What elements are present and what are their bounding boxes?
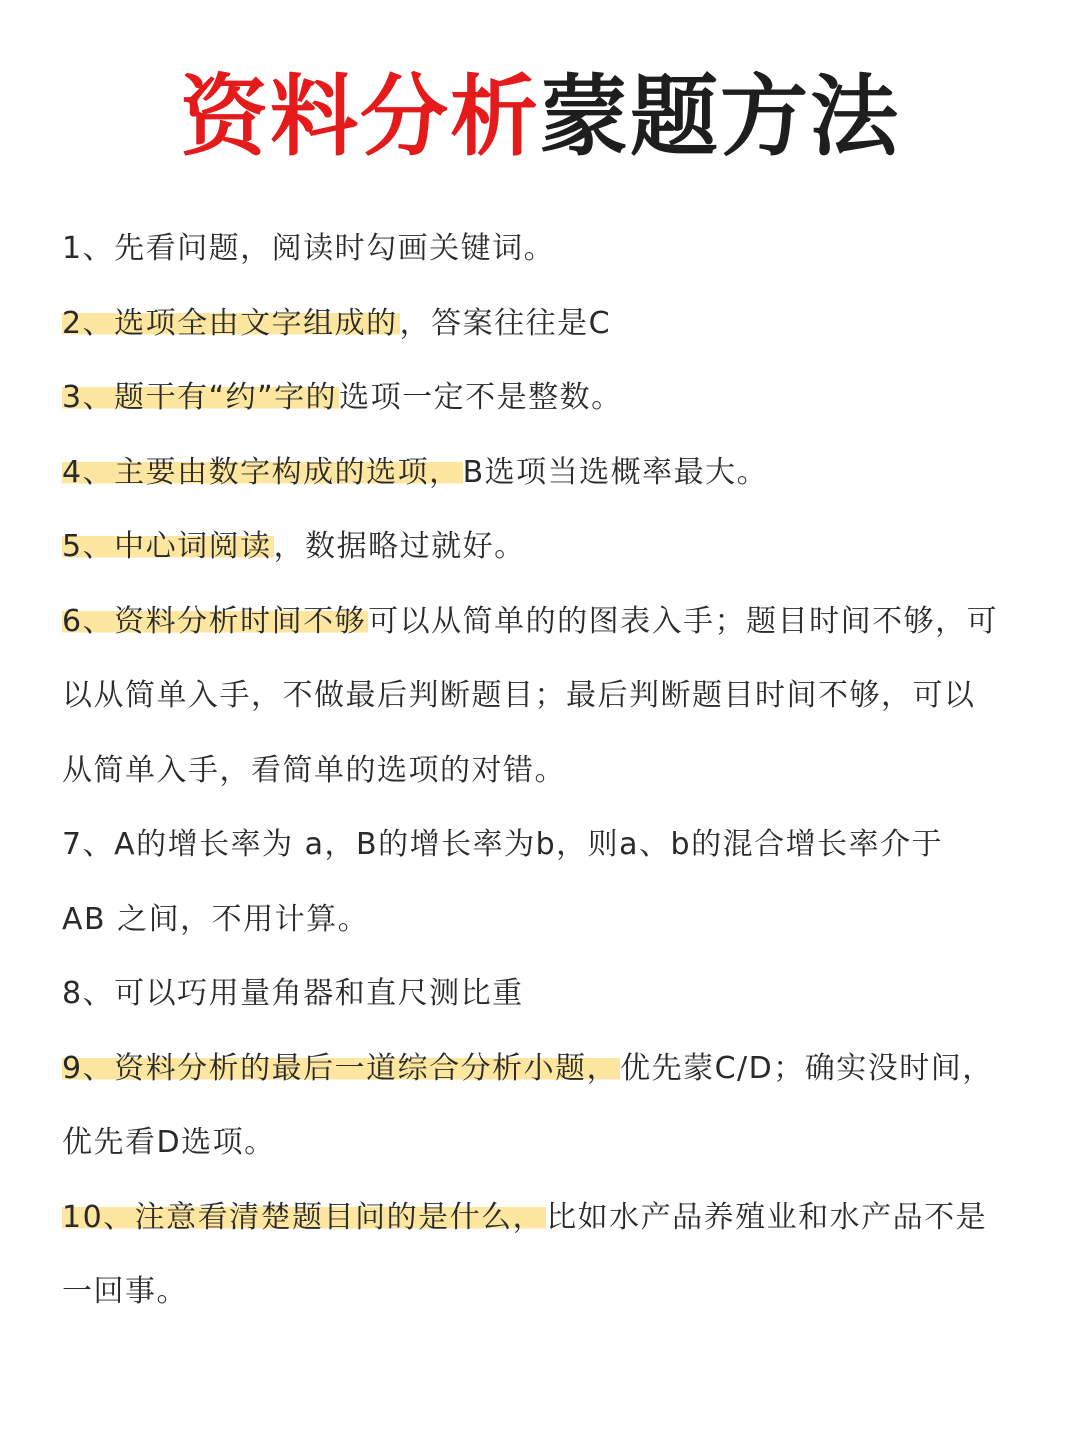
- line-5: [62, 510, 1022, 585]
- line-12: [62, 1032, 1022, 1107]
- line-1: [62, 212, 1022, 287]
- page-title: [0, 62, 1080, 172]
- line-text: 7、A的增长率为 a，B的增长率为b，则a、b的混合增长率介于: [62, 827, 944, 862]
- line-text: 1、先看问题，阅读时勾画关键词。: [62, 231, 556, 266]
- line-text: 以从简单入手，不做最后判断题目；最后判断题目时间不够，可以: [62, 678, 976, 713]
- line-7: [62, 659, 1022, 734]
- line-text: 一回事。: [62, 1274, 188, 1309]
- tips-list: [62, 212, 1022, 1330]
- line-14: [62, 1181, 1022, 1256]
- line-text: AB 之间，不用计算。: [62, 901, 370, 937]
- line-13: [62, 1106, 1022, 1181]
- line-8: [62, 734, 1022, 809]
- highlighted-text: 2、选项全由文字组成的: [62, 306, 400, 341]
- line-10: [62, 883, 1022, 958]
- title-dark-part: 蒙题方法: [540, 65, 901, 168]
- highlighted-text: 6、资料分析时间不够: [62, 604, 368, 639]
- line-6: [62, 585, 1022, 660]
- line-text: 从简单入手，看简单的选项的对错。: [62, 752, 566, 788]
- line-4: [62, 436, 1022, 511]
- line-text: 比如水产品养殖业和水产品不是: [546, 1199, 988, 1235]
- line-11: [62, 957, 1022, 1032]
- line-text: 可以从简单的的图表入手；题目时间不够，可: [368, 603, 999, 639]
- line-15: [62, 1255, 1022, 1330]
- highlighted-text: 3、题干有“约”字的: [62, 380, 339, 415]
- line-text: ，数据略过就好。: [273, 529, 526, 564]
- title-red-part: 资料分析: [179, 65, 540, 168]
- line-text: 8、可以巧用量角器和直尺测比重: [62, 976, 524, 1011]
- highlighted-text: 4、主要由数字构成的选项，: [62, 455, 463, 490]
- line-9: [62, 808, 1022, 883]
- line-text: 选项一定不是整数。: [339, 380, 623, 415]
- highlighted-text: 10、注意看清楚题目问的是什么，: [62, 1200, 546, 1235]
- line-text: ，答案往往是C: [399, 305, 612, 341]
- highlighted-text: 5、中心词阅读: [62, 529, 274, 564]
- line-text: B选项当选概率最大。: [462, 454, 769, 490]
- highlighted-text: 9、资料分析的最后一道综合分析小题，: [62, 1051, 620, 1086]
- line-text: 优先看D选项。: [62, 1125, 276, 1160]
- line-3: [62, 361, 1022, 436]
- line-2: [62, 287, 1022, 362]
- line-text: 优先蒙C/D；确实没时间，: [620, 1050, 994, 1086]
